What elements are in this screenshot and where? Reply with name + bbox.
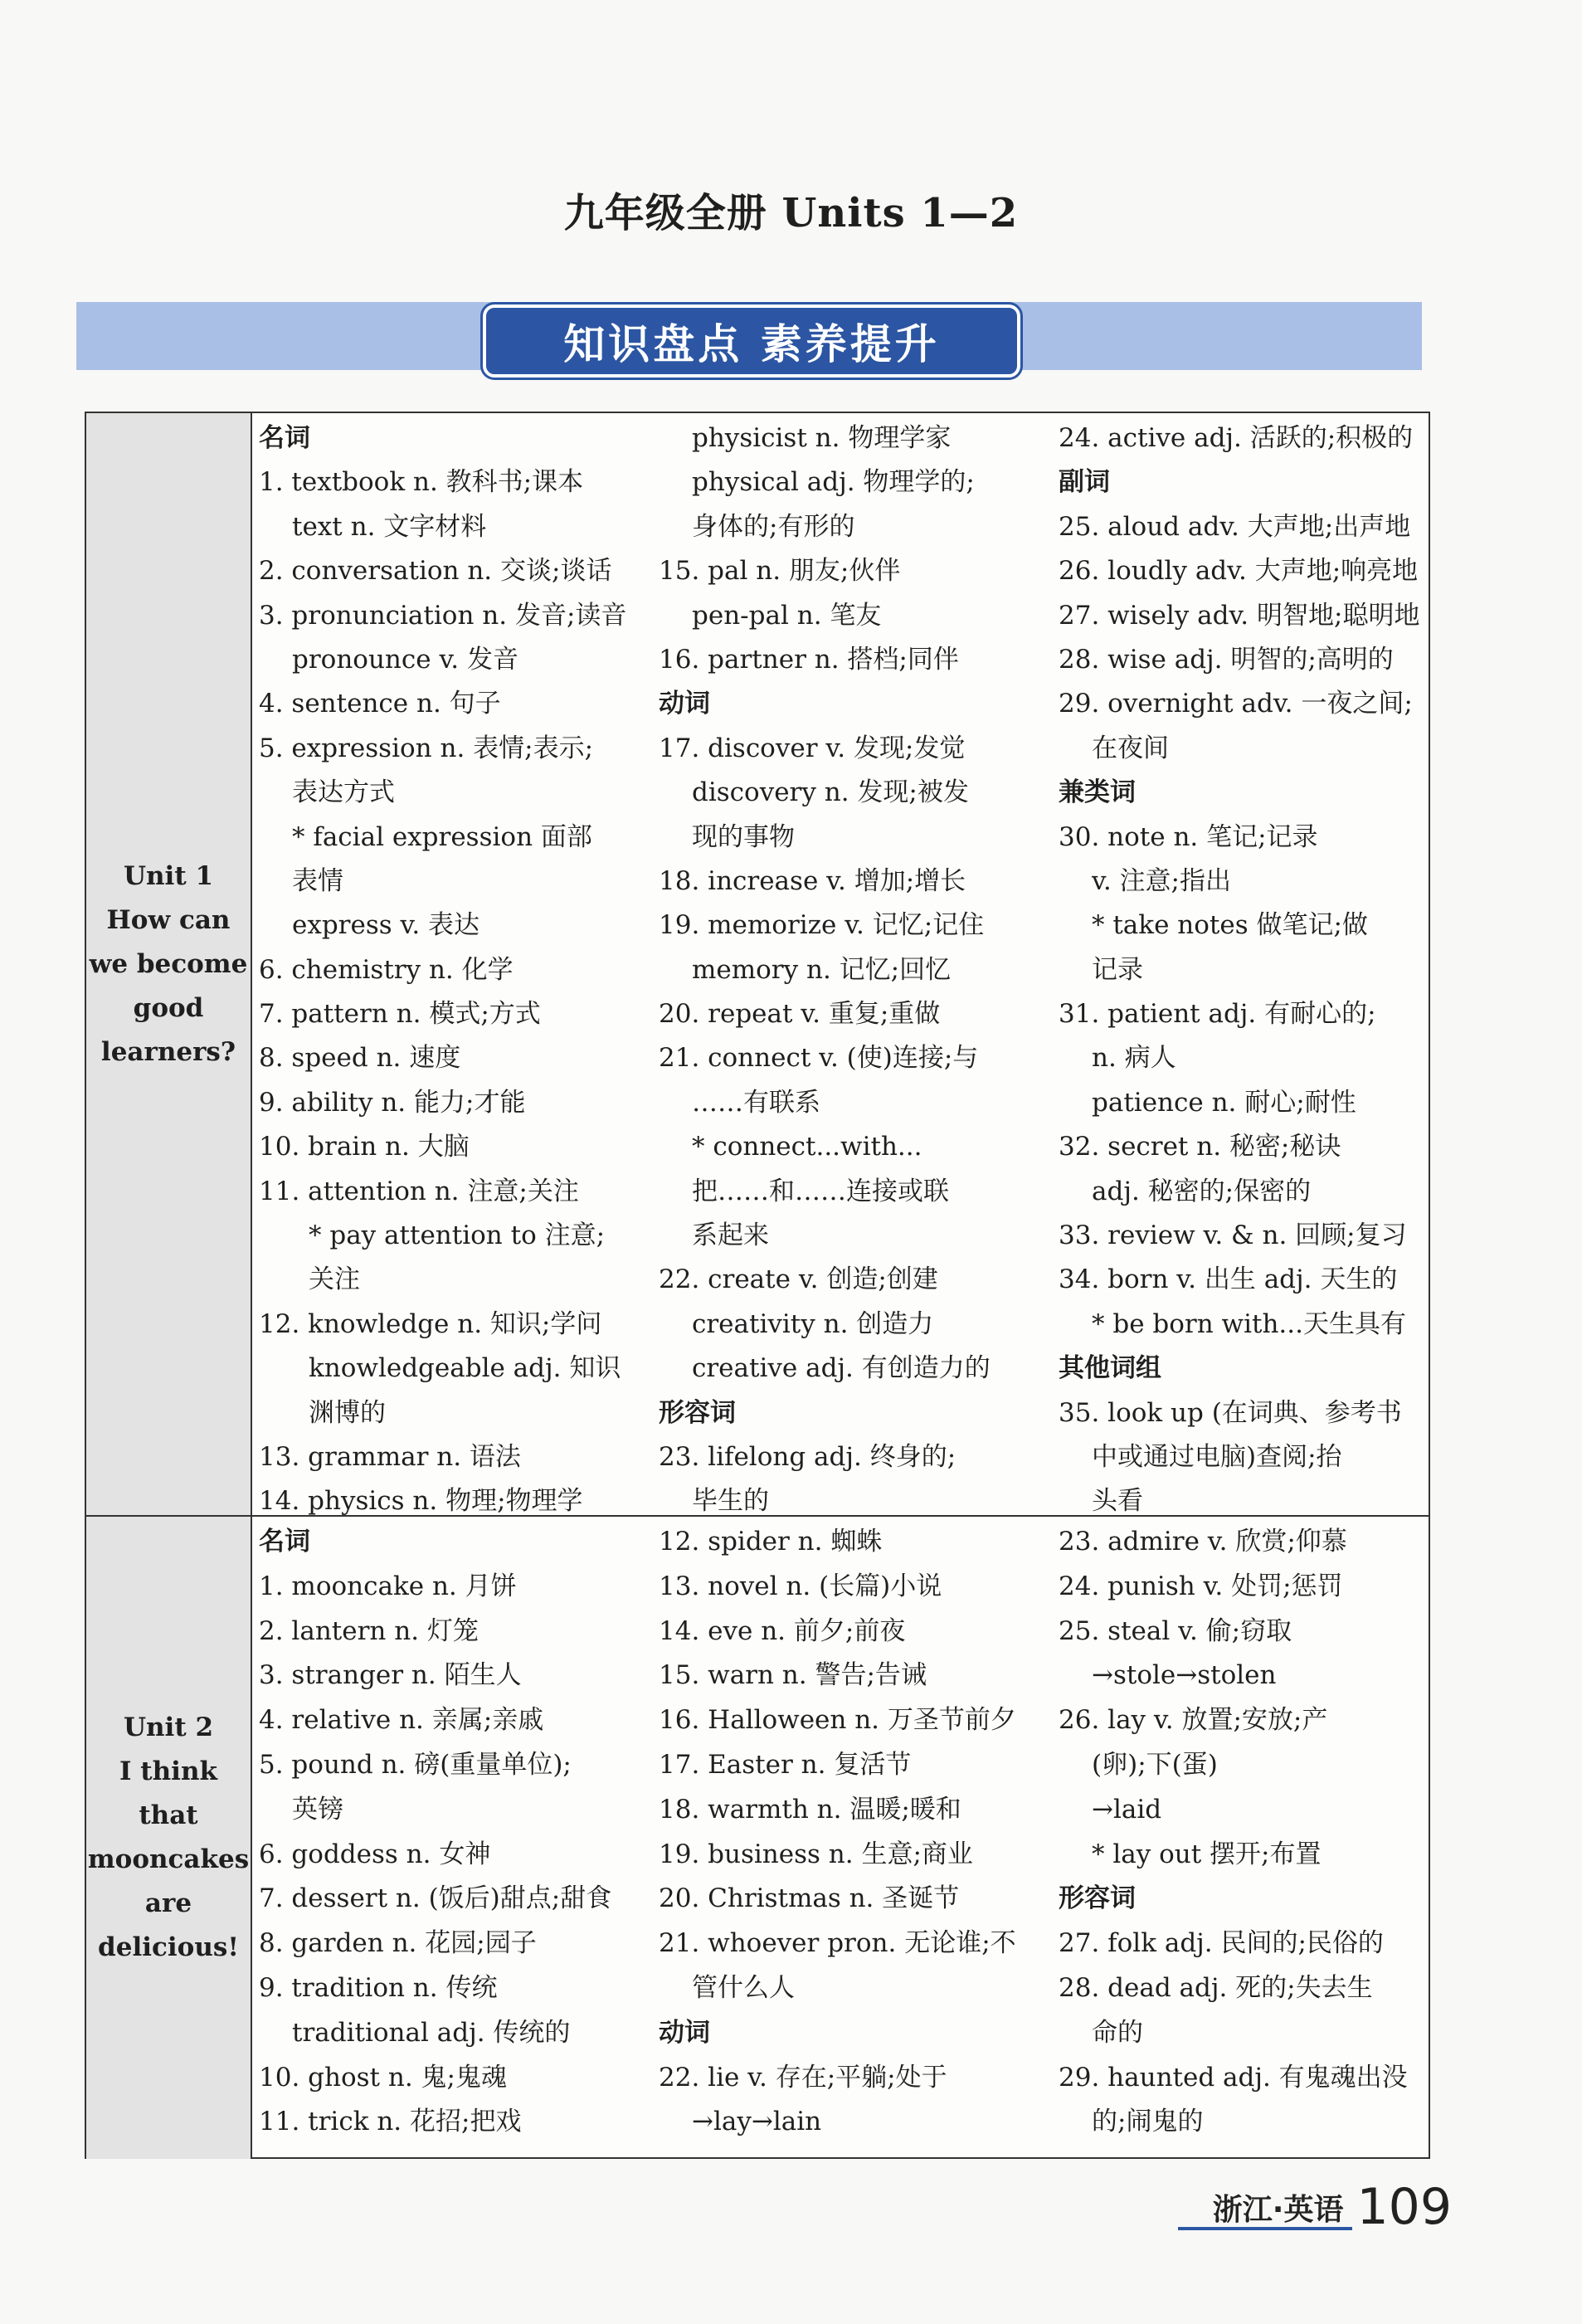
vocab-entry: * lay out 摆开;布置 — [1092, 1839, 1322, 1869]
vocab-entry: 15. warn n. 警告;告诫 — [659, 1660, 927, 1691]
vocab-entry: 在夜间 — [1092, 733, 1169, 763]
vocab-entry: 32. secret n. 秘密;秘诀 — [1059, 1132, 1341, 1162]
unit-1-column-3 — [1059, 417, 1428, 1524]
vocab-entry: * take notes 做笔记;做 — [1092, 910, 1368, 941]
vocab-entry: 35. look up (在词典、参考书 — [1059, 1397, 1402, 1428]
vocab-entry: patience n. 耐心;耐性 — [1092, 1087, 1356, 1118]
vocab-entry: * pay attention to 注意; — [309, 1220, 606, 1251]
vocab-entry: 33. review v. & n. 回顾;复习 — [1059, 1220, 1407, 1251]
vocab-entry: 系起来 — [692, 1220, 769, 1251]
vocab-entry: 6. chemistry n. 化学 — [259, 954, 514, 985]
unit-2-column-3 — [1059, 1520, 1428, 2145]
vocab-entry: 21. connect v. (使)连接;与 — [659, 1043, 979, 1074]
vocab-entry: physical adj. 物理学的; — [692, 467, 975, 498]
vocab-entry: 中或通过电脑)查阅;抬 — [1092, 1441, 1342, 1472]
vocab-entry: 现的事物 — [692, 821, 795, 852]
vocab-entry: 2. conversation n. 交谈;谈话 — [259, 556, 612, 587]
vocab-entry: 19. memorize v. 记忆;记住 — [659, 910, 985, 941]
vocab-entry: 19. business n. 生意;商业 — [659, 1839, 973, 1869]
vocab-entry: 12. spider n. 蜘蛛 — [659, 1527, 883, 1557]
vocab-entry: 34. born v. 出生 adj. 天生的 — [1059, 1264, 1398, 1295]
section-banner: 知识盘点 素养提升 — [483, 305, 1020, 378]
vocab-entry: 15. pal n. 朋友;伙伴 — [659, 556, 901, 587]
vocab-entry: 25. steal v. 偷;窃取 — [1059, 1615, 1292, 1646]
category-heading: 名词 — [259, 423, 310, 453]
vocab-entry: physicist n. 物理学家 — [692, 423, 952, 453]
vocab-entry: 22. create v. 创造;创建 — [659, 1264, 938, 1295]
vocab-entry: 1. textbook n. 教科书;课本 — [259, 467, 584, 498]
vocab-entry: 29. haunted adj. 有鬼魂出没 — [1059, 2062, 1408, 2093]
vocab-entry: →stole→stolen — [1092, 1660, 1277, 1691]
vocab-entry: 的;闹鬼的 — [1092, 2107, 1204, 2137]
vocab-entry: discovery n. 发现;被发 — [692, 777, 969, 808]
category-heading: 兼类词 — [1059, 777, 1136, 808]
vocab-entry: 14. physics n. 物理;物理学 — [259, 1486, 583, 1517]
category-heading: 名词 — [259, 1527, 310, 1557]
vocab-entry: 16. partner n. 搭档;同伴 — [659, 644, 959, 675]
vocab-entry: ……有联系 — [692, 1087, 820, 1118]
unit-1-row — [86, 413, 1429, 1517]
vocab-entry: 17. Easter n. 复活节 — [659, 1749, 912, 1780]
vocab-entry: 18. increase v. 增加;增长 — [659, 865, 966, 896]
vocab-entry: 8. speed n. 速度 — [259, 1043, 461, 1074]
vocab-entry: 4. sentence n. 句子 — [259, 689, 501, 719]
vocab-entry: 2. lantern n. 灯笼 — [259, 1615, 479, 1646]
vocab-entry: 11. trick n. 花招;把戏 — [259, 2107, 522, 2137]
vocab-entry: 20. Christmas n. 圣诞节 — [659, 1883, 960, 1914]
vocab-entry: knowledgeable adj. 知识 — [309, 1353, 621, 1384]
vocab-entry: 27. wisely adv. 明智地;聪明地 — [1059, 600, 1420, 631]
vocab-entry: 8. garden n. 花园;园子 — [259, 1928, 537, 1959]
vocab-entry: 表达方式 — [292, 777, 395, 808]
vocab-entry: 头看 — [1092, 1486, 1143, 1517]
vocab-entry: 10. brain n. 大脑 — [259, 1132, 470, 1162]
vocab-entry: 17. discover v. 发现;发觉 — [659, 733, 966, 763]
vocab-entry: creativity n. 创造力 — [692, 1308, 934, 1339]
vocab-entry: * connect...with... — [692, 1132, 922, 1162]
vocab-entry: 4. relative n. 亲属;亲戚 — [259, 1705, 544, 1736]
vocab-entry: 20. repeat v. 重复;重做 — [659, 999, 941, 1030]
vocab-entry: 18. warmth n. 温暖;暖和 — [659, 1794, 961, 1825]
vocab-entry: 渊博的 — [309, 1397, 386, 1428]
unit-label-line: Unit 2 — [123, 1713, 214, 1742]
vocab-entry: →lay→lain — [692, 2107, 822, 2137]
vocab-entry: 26. loudly adv. 大声地;响亮地 — [1059, 556, 1419, 587]
vocab-entry: 27. folk adj. 民间的;民俗的 — [1059, 1928, 1384, 1959]
vocab-entry: * facial expression 面部 — [292, 821, 592, 852]
unit-label-line: we become — [89, 948, 248, 979]
vocab-entry: n. 病人 — [1092, 1043, 1176, 1074]
vocab-entry: 12. knowledge n. 知识;学问 — [259, 1308, 602, 1339]
vocab-entry: 7. dessert n. (饭后)甜点;甜食 — [259, 1883, 612, 1914]
unit-label-line: I think that — [119, 1756, 217, 1830]
category-heading: 动词 — [659, 2017, 710, 2048]
vocab-entry: 30. note n. 笔记;记录 — [1059, 821, 1318, 852]
vocab-entry: 身体的;有形的 — [692, 511, 855, 542]
vocab-entry: 5. expression n. 表情;表示; — [259, 733, 594, 763]
vocabulary-table — [85, 412, 1430, 2159]
vocab-entry: 13. novel n. (长篇)小说 — [659, 1571, 942, 1601]
unit-2-column-2 — [659, 1520, 1057, 2145]
vocab-entry: 24. active adj. 活跃的;积极的 — [1059, 423, 1414, 453]
footer-underline — [1178, 2227, 1352, 2230]
vocab-entry: 9. ability n. 能力;才能 — [259, 1087, 526, 1118]
category-heading: 副词 — [1059, 467, 1110, 498]
vocab-entry: 3. pronunciation n. 发音;读音 — [259, 600, 627, 631]
vocab-entry: pronounce v. 发音 — [292, 644, 518, 675]
vocab-entry: 9. tradition n. 传统 — [259, 1972, 498, 2003]
unit-label-line: How can — [106, 904, 231, 935]
vocab-entry: 28. dead adj. 死的;失去生 — [1059, 1972, 1373, 2003]
vocab-entry: 命的 — [1092, 2017, 1143, 2048]
vocab-entry: 1. mooncake n. 月饼 — [259, 1571, 517, 1601]
vocab-entry: 关注 — [309, 1264, 360, 1295]
vocab-entry: 21. whoever pron. 无论谁;不 — [659, 1928, 1016, 1959]
unit-1-column-2 — [659, 417, 1057, 1524]
unit-label-line: mooncakes — [87, 1844, 250, 1874]
category-heading: 动词 — [659, 689, 710, 719]
vocab-entry: →laid — [1092, 1794, 1162, 1825]
vocab-entry: 23. lifelong adj. 终身的; — [659, 1441, 957, 1472]
category-heading: 形容词 — [1059, 1883, 1136, 1914]
vocab-entry: 16. Halloween n. 万圣节前夕 — [659, 1705, 1016, 1736]
vocab-entry: 23. admire v. 欣赏;仰慕 — [1059, 1527, 1347, 1557]
vocab-entry: 26. lay v. 放置;安放;产 — [1059, 1705, 1328, 1736]
page-title: 九年级全册 Units 1—2 — [563, 190, 1019, 236]
vocab-entry: 7. pattern n. 模式;方式 — [259, 999, 541, 1030]
vocab-entry: 表情 — [292, 865, 343, 896]
vocab-entry: 把……和……连接或联 — [692, 1176, 949, 1206]
unit-label-line: are — [144, 1888, 192, 1918]
vocab-entry: 英镑 — [292, 1794, 343, 1825]
vocab-entry: * be born with...天生具有 — [1092, 1308, 1406, 1339]
unit-label-line: delicious! — [98, 1932, 239, 1962]
page-number: 109 — [1356, 2178, 1452, 2236]
vocab-entry: creative adj. 有创造力的 — [692, 1353, 991, 1384]
vocab-entry: 3. stranger n. 陌生人 — [259, 1660, 522, 1691]
vocab-entry: 22. lie v. 存在;平躺;处于 — [659, 2062, 947, 2093]
vocab-entry: 29. overnight adv. 一夜之间; — [1059, 689, 1413, 719]
vocab-entry: 10. ghost n. 鬼;鬼魂 — [259, 2062, 507, 2093]
vocab-entry: 11. attention n. 注意;关注 — [259, 1176, 579, 1206]
vocab-entry: v. 注意;指出 — [1092, 865, 1231, 896]
vocab-entry: 管什么人 — [692, 1972, 795, 2003]
unit-2-label — [86, 1517, 252, 2159]
vocab-entry: (卵);下(蛋) — [1092, 1749, 1218, 1780]
vocab-entry: 13. grammar n. 语法 — [259, 1441, 521, 1472]
unit-label-line: Unit 1 — [123, 860, 214, 891]
category-heading: 形容词 — [659, 1397, 736, 1428]
vocab-entry: 记录 — [1092, 954, 1143, 985]
unit-1-column-1 — [259, 417, 665, 1524]
unit-2-column-1 — [259, 1520, 665, 2145]
unit-label-line: learners? — [100, 1036, 236, 1067]
vocab-entry: text n. 文字材料 — [292, 511, 487, 542]
vocab-entry: 6. goddess n. 女神 — [259, 1839, 491, 1869]
vocab-entry: adj. 秘密的;保密的 — [1092, 1176, 1312, 1206]
category-heading: 其他词组 — [1059, 1353, 1161, 1384]
unit-label-line: good — [133, 992, 204, 1023]
vocab-entry: traditional adj. 传统的 — [292, 2017, 571, 2048]
vocab-entry: 毕生的 — [692, 1486, 769, 1517]
vocab-entry: 28. wise adj. 明智的;高明的 — [1059, 644, 1394, 675]
vocab-entry: 31. patient adj. 有耐心的; — [1059, 999, 1376, 1030]
vocab-entry: express v. 表达 — [292, 910, 480, 941]
unit-2-row — [86, 1517, 1429, 2159]
vocab-entry: 14. eve n. 前夕;前夜 — [659, 1615, 906, 1646]
vocab-entry: memory n. 记忆;回忆 — [692, 954, 952, 985]
footer-region: 浙江·英语 — [1212, 2192, 1344, 2227]
unit-1-label — [86, 413, 252, 1515]
vocab-entry: 24. punish v. 处罚;惩罚 — [1059, 1571, 1343, 1601]
vocab-entry: pen-pal n. 笔友 — [692, 600, 882, 631]
vocab-entry: 5. pound n. 磅(重量单位); — [259, 1749, 572, 1780]
vocab-entry: 25. aloud adv. 大声地;出声地 — [1059, 511, 1411, 542]
